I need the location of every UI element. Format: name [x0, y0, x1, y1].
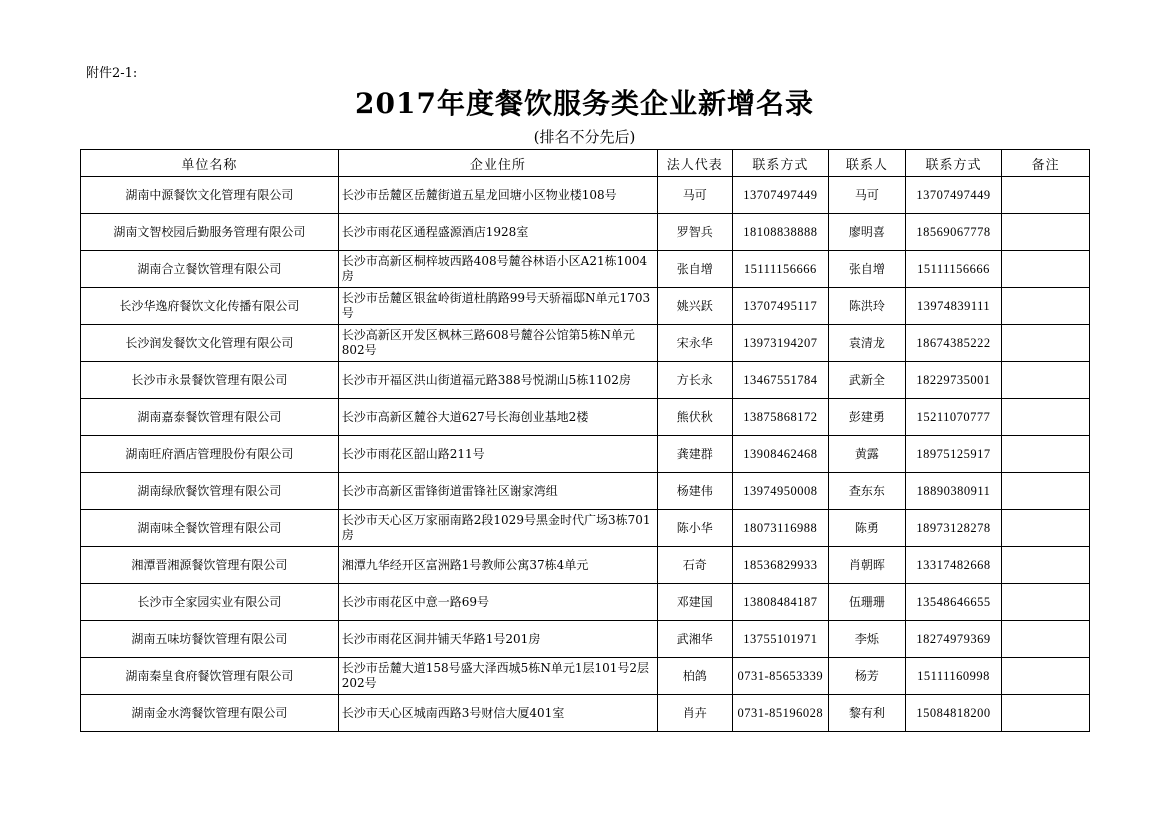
address-cell: 长沙市雨花区通程盛源酒店1928室	[338, 214, 657, 251]
address-cell: 长沙高新区开发区枫林三路608号麓谷公馆第5栋N单元802号	[338, 325, 657, 362]
company-name-cell: 湖南绿欣餐饮管理有限公司	[81, 473, 339, 510]
remark-cell	[1002, 547, 1090, 584]
contact-person-cell: 武新全	[829, 362, 906, 399]
table-row	[81, 177, 1090, 214]
table-row	[81, 325, 1090, 362]
table-row	[81, 436, 1090, 473]
contact-person-cell: 陈洪玲	[829, 288, 906, 325]
company-name-cell: 湘潭晋湘源餐饮管理有限公司	[81, 547, 339, 584]
table-row	[81, 658, 1090, 695]
remark-cell	[1002, 177, 1090, 214]
contact-phone-cell: 18569067778	[905, 214, 1002, 251]
contact-phone-cell: 13548646655	[905, 584, 1002, 621]
contact-phone-cell: 18274979369	[905, 621, 1002, 658]
phone-cell: 18536829933	[732, 547, 829, 584]
phone-cell: 13974950008	[732, 473, 829, 510]
address-cell: 长沙市开福区洪山街道福元路388号悦湖山5栋1102房	[338, 362, 657, 399]
contact-phone-cell: 13317482668	[905, 547, 1002, 584]
phone-cell: 18073116988	[732, 510, 829, 547]
contact-person-cell: 查东东	[829, 473, 906, 510]
table-row	[81, 214, 1090, 251]
phone-cell: 13908462468	[732, 436, 829, 473]
table-row	[81, 621, 1090, 658]
col-header-phone1: 联系方式	[732, 150, 829, 177]
phone-cell: 13707497449	[732, 177, 829, 214]
phone-cell: 13467551784	[732, 362, 829, 399]
contact-phone-cell: 15084818200	[905, 695, 1002, 732]
legal-rep-cell: 马可	[657, 177, 732, 214]
contact-person-cell: 马可	[829, 177, 906, 214]
legal-rep-cell: 熊伏秋	[657, 399, 732, 436]
legal-rep-cell: 邓建国	[657, 584, 732, 621]
remark-cell	[1002, 362, 1090, 399]
company-name-cell: 湖南旺府酒店管理股份有限公司	[81, 436, 339, 473]
table-row	[81, 695, 1090, 732]
contact-phone-cell: 18229735001	[905, 362, 1002, 399]
address-cell: 长沙市岳麓区银盆岭街道杜鹃路99号天骄福邸N单元1703号	[338, 288, 657, 325]
phone-cell: 13755101971	[732, 621, 829, 658]
contact-person-cell: 袁清龙	[829, 325, 906, 362]
contact-person-cell: 彭建勇	[829, 399, 906, 436]
phone-cell: 13707495117	[732, 288, 829, 325]
table-row	[81, 399, 1090, 436]
page-subtitle: (排名不分先后)	[533, 128, 636, 146]
company-name-cell: 湖南合立餐饮管理有限公司	[81, 251, 339, 288]
table-row	[81, 288, 1090, 325]
legal-rep-cell: 石奇	[657, 547, 732, 584]
phone-cell: 0731-85196028	[732, 695, 829, 732]
contact-phone-cell: 18890380911	[905, 473, 1002, 510]
company-name-cell: 湖南味全餐饮管理有限公司	[81, 510, 339, 547]
contact-person-cell: 肖朝晖	[829, 547, 906, 584]
legal-rep-cell: 杨建伟	[657, 473, 732, 510]
phone-cell: 0731-85653339	[732, 658, 829, 695]
table-row	[81, 584, 1090, 621]
address-cell: 长沙市高新区桐梓坡西路408号麓谷林语小区A21栋1004房	[338, 251, 657, 288]
legal-rep-cell: 柏鸽	[657, 658, 732, 695]
table-row	[81, 473, 1090, 510]
company-name-cell: 长沙市永景餐饮管理有限公司	[81, 362, 339, 399]
contact-person-cell: 黄露	[829, 436, 906, 473]
contact-person-cell: 廖明喜	[829, 214, 906, 251]
remark-cell	[1002, 399, 1090, 436]
address-cell: 长沙市高新区雷锋街道雷锋社区谢家湾组	[338, 473, 657, 510]
address-cell: 长沙市天心区万家丽南路2段1029号黑金时代广场3栋701房	[338, 510, 657, 547]
col-header-phone2: 联系方式	[905, 150, 1002, 177]
contact-phone-cell: 15111156666	[905, 251, 1002, 288]
table-row	[81, 251, 1090, 288]
address-cell: 长沙市高新区麓谷大道627号长海创业基地2楼	[338, 399, 657, 436]
remark-cell	[1002, 288, 1090, 325]
contact-person-cell: 陈勇	[829, 510, 906, 547]
company-name-cell: 湖南金水湾餐饮管理有限公司	[81, 695, 339, 732]
company-name-cell: 湖南中源餐饮文化管理有限公司	[81, 177, 339, 214]
phone-cell: 13875868172	[732, 399, 829, 436]
remark-cell	[1002, 214, 1090, 251]
contact-person-cell: 李烁	[829, 621, 906, 658]
contact-phone-cell: 15211070777	[905, 399, 1002, 436]
remark-cell	[1002, 473, 1090, 510]
enterprise-table	[80, 149, 1090, 732]
phone-cell: 18108838888	[732, 214, 829, 251]
table-body	[81, 177, 1090, 732]
remark-cell	[1002, 436, 1090, 473]
remark-cell	[1002, 621, 1090, 658]
legal-rep-cell: 龚建群	[657, 436, 732, 473]
phone-cell: 15111156666	[732, 251, 829, 288]
table-row	[81, 547, 1090, 584]
company-name-cell: 湖南五味坊餐饮管理有限公司	[81, 621, 339, 658]
legal-rep-cell: 姚兴跃	[657, 288, 732, 325]
address-cell: 长沙市岳麓大道158号盛大泽西城5栋N单元1层101号2层202号	[338, 658, 657, 695]
remark-cell	[1002, 658, 1090, 695]
table-header-row	[81, 150, 1090, 177]
company-name-cell: 湖南秦皇食府餐饮管理有限公司	[81, 658, 339, 695]
address-cell: 湘潭九华经开区富洲路1号教师公寓37栋4单元	[338, 547, 657, 584]
col-header-legal-rep: 法人代表	[657, 150, 732, 177]
remark-cell	[1002, 584, 1090, 621]
contact-phone-cell: 18674385222	[905, 325, 1002, 362]
address-cell: 长沙市雨花区中意一路69号	[338, 584, 657, 621]
contact-person-cell: 黎有利	[829, 695, 906, 732]
contact-person-cell: 伍珊珊	[829, 584, 906, 621]
company-name-cell: 湖南文智校园后勤服务管理有限公司	[81, 214, 339, 251]
company-name-cell: 长沙润发餐饮文化管理有限公司	[81, 325, 339, 362]
table-row	[81, 362, 1090, 399]
contact-person-cell: 张自增	[829, 251, 906, 288]
address-cell: 长沙市天心区城南西路3号财信大厦401室	[338, 695, 657, 732]
attachment-label: 附件2-1:	[86, 66, 138, 81]
phone-cell: 13973194207	[732, 325, 829, 362]
col-header-address: 企业住所	[338, 150, 657, 177]
contact-person-cell: 杨芳	[829, 658, 906, 695]
legal-rep-cell: 武湘华	[657, 621, 732, 658]
legal-rep-cell: 陈小华	[657, 510, 732, 547]
contact-phone-cell: 18975125917	[905, 436, 1002, 473]
remark-cell	[1002, 251, 1090, 288]
company-name-cell: 湖南嘉泰餐饮管理有限公司	[81, 399, 339, 436]
col-header-name: 单位名称	[81, 150, 339, 177]
phone-cell: 13808484187	[732, 584, 829, 621]
col-header-contact: 联系人	[829, 150, 906, 177]
contact-phone-cell: 13974839111	[905, 288, 1002, 325]
contact-phone-cell: 18973128278	[905, 510, 1002, 547]
legal-rep-cell: 罗智兵	[657, 214, 732, 251]
legal-rep-cell: 肖卉	[657, 695, 732, 732]
remark-cell	[1002, 325, 1090, 362]
legal-rep-cell: 张自增	[657, 251, 732, 288]
remark-cell	[1002, 695, 1090, 732]
address-cell: 长沙市雨花区韶山路211号	[338, 436, 657, 473]
address-cell: 长沙市雨花区洞井铺天华路1号201房	[338, 621, 657, 658]
col-header-remark: 备注	[1002, 150, 1090, 177]
company-name-cell: 长沙市全家园实业有限公司	[81, 584, 339, 621]
legal-rep-cell: 方长永	[657, 362, 732, 399]
page-title: 2017年度餐饮服务类企业新增名录	[355, 87, 814, 120]
legal-rep-cell: 宋永华	[657, 325, 732, 362]
contact-phone-cell: 13707497449	[905, 177, 1002, 214]
table-row	[81, 510, 1090, 547]
company-name-cell: 长沙华逸府餐饮文化传播有限公司	[81, 288, 339, 325]
contact-phone-cell: 15111160998	[905, 658, 1002, 695]
address-cell: 长沙市岳麓区岳麓街道五星龙回塘小区物业楼108号	[338, 177, 657, 214]
remark-cell	[1002, 510, 1090, 547]
